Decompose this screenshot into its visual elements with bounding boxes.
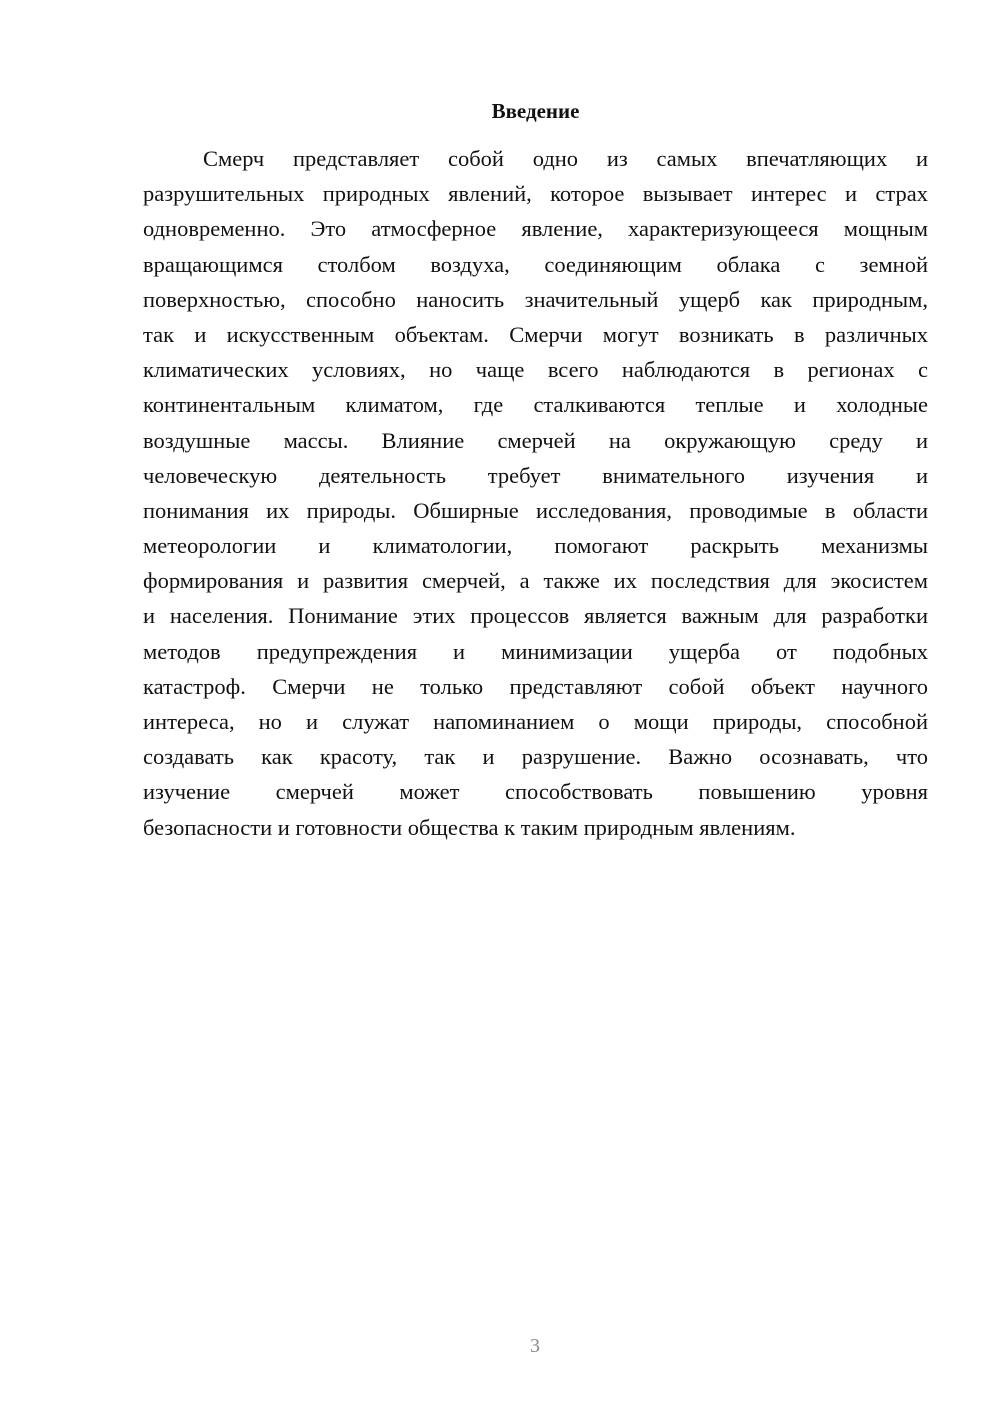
section-heading: Введение: [491, 99, 580, 123]
paragraph-line: поверхностью, способно наносить значительный ущерб как природным,: [143, 286, 928, 312]
paragraph-line: формирования и развития смерчей, а также их последствия для экосистем: [143, 568, 928, 594]
paragraph-line: катастроф. Смерчи не только представляют собой объект научного: [143, 673, 928, 699]
paragraph-line: безопасности и готовности общества к таким природным явлениям.: [143, 814, 796, 840]
paragraph-line: одновременно. Это атмосферное явление, характеризующееся мощным: [143, 216, 928, 242]
paragraph-line: разрушительных природных явлений, которое вызывает интерес и страх: [143, 181, 928, 207]
paragraph-line: вращающимся столбом воздуха, соединяющим облака с земной: [143, 251, 928, 277]
paragraph-line: и населения. Понимание этих процессов является важным для разработки: [143, 603, 928, 629]
paragraph-line: Смерч представляет собой одно из самых впечатляющих и: [203, 146, 928, 171]
intro-paragraph: [143, 141, 928, 845]
paragraph-line: континентальным климатом, где сталкиваются теплые и холодные: [143, 392, 928, 418]
paragraph-line: человеческую деятельность требует внимательного изучения и: [143, 462, 928, 488]
page-number: 3: [530, 1335, 540, 1357]
paragraph-line: создавать как красоту, так и разрушение. Важно осознавать, что: [143, 744, 928, 770]
paragraph-line: так и искусственным объектам. Смерчи могут возникать в различных: [143, 321, 928, 347]
paragraph-line: метеорологии и климатологии, помогают раскрыть механизмы: [143, 533, 928, 559]
paragraph-line: понимания их природы. Обширные исследования, проводимые в области: [143, 497, 928, 523]
paragraph-line: изучение смерчей может способствовать повышению уровня: [143, 779, 928, 805]
paragraph-line: методов предупреждения и минимизации ущерба от подобных: [143, 638, 928, 664]
paragraph-line: интереса, но и служат напоминанием о мощи природы, способной: [143, 709, 928, 734]
paragraph-line: климатических условиях, но чаще всего наблюдаются в регионах с: [143, 357, 928, 383]
paragraph-line: воздушные массы. Влияние смерчей на окружающую среду и: [143, 427, 928, 453]
